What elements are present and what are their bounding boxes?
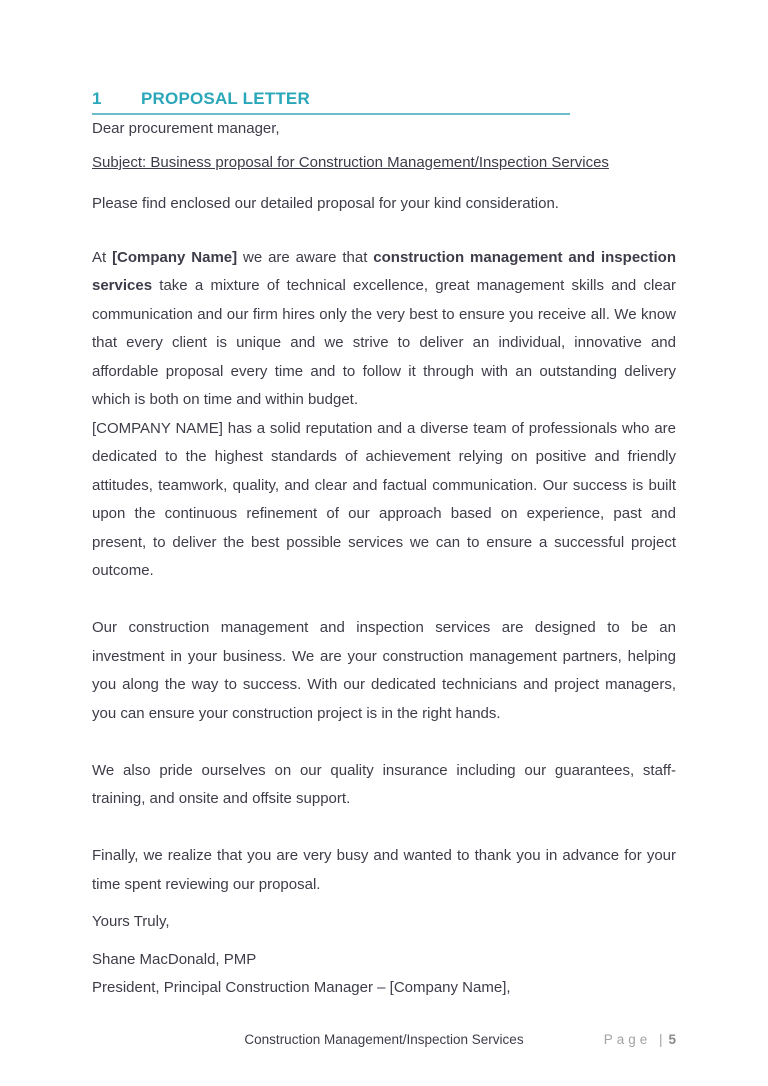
footer-document-title: Construction Management/Inspection Services bbox=[244, 1032, 524, 1047]
footer-page-word: Page | bbox=[603, 1032, 667, 1047]
footer-page-indicator bbox=[604, 1029, 676, 1051]
para-company-rest: take a mixture of technical excellence, great management skills and clear communication and our firm hires only the very best to ensure you receive all. We know that every client is unique and we strive to deliver an individual, innovative and affordable proposal every time and to follow it through with an outstanding delivery which is both on time and within budget. bbox=[92, 277, 676, 408]
section-number: 1 bbox=[92, 89, 102, 108]
paragraph-thanks: Finally, we realize that you are very busy and wanted to thank you in advance for your time spent reviewing our proposal. bbox=[92, 847, 676, 893]
para-company-lead: At bbox=[92, 248, 113, 266]
signature-name: Shane MacDonald, PMP bbox=[92, 950, 257, 968]
paragraph-reputation: [COMPANY NAME] has a solid reputation and a diverse team of professionals who are dedicated to the highest standards of achievement relying on positive and friendly attitudes, teamwork, quality, and clear and factual communication. Our success is built upon the continuous refinement of our approach based on experience, past and present, to deliver the best possible services we can to ensure a successful project outcome. bbox=[92, 419, 676, 579]
paragraph-company bbox=[92, 244, 676, 415]
subject-text: Subject: Business proposal for Construction Management/Inspection Services bbox=[92, 153, 609, 171]
page-footer bbox=[0, 1029, 768, 1051]
paragraph-investment: Our construction management and inspection services are designed to be an investment in your business. We are your construction management partners, helping you along the way to success. With our dedicated technicians and project managers, you can ensure your construction project is in the right hands. bbox=[92, 619, 676, 722]
services-bold-text: construction management and inspection services bbox=[92, 248, 676, 294]
company-name-placeholder: [Company Name] bbox=[112, 248, 238, 266]
letter-body bbox=[92, 0, 676, 1003]
subject-line bbox=[92, 149, 676, 178]
section-title: PROPOSAL LETTER bbox=[141, 89, 310, 108]
closing-line: Yours Truly, bbox=[92, 913, 170, 930]
para-company-mid: we are aware that bbox=[237, 248, 374, 266]
section-heading bbox=[92, 88, 570, 115]
signature-title: President, Principal Construction Manager – [Company Name], bbox=[92, 979, 511, 996]
footer-page-number: 5 bbox=[668, 1032, 676, 1047]
paragraph-quality: We also pride ourselves on our quality insurance including our guarantees, staff-training, and onsite and offsite support. bbox=[92, 761, 676, 807]
signature-block bbox=[92, 946, 676, 1003]
intro-line: Please find enclosed our detailed proposal for your kind consideration. bbox=[92, 195, 559, 212]
salutation: Dear procurement manager, bbox=[92, 120, 280, 137]
